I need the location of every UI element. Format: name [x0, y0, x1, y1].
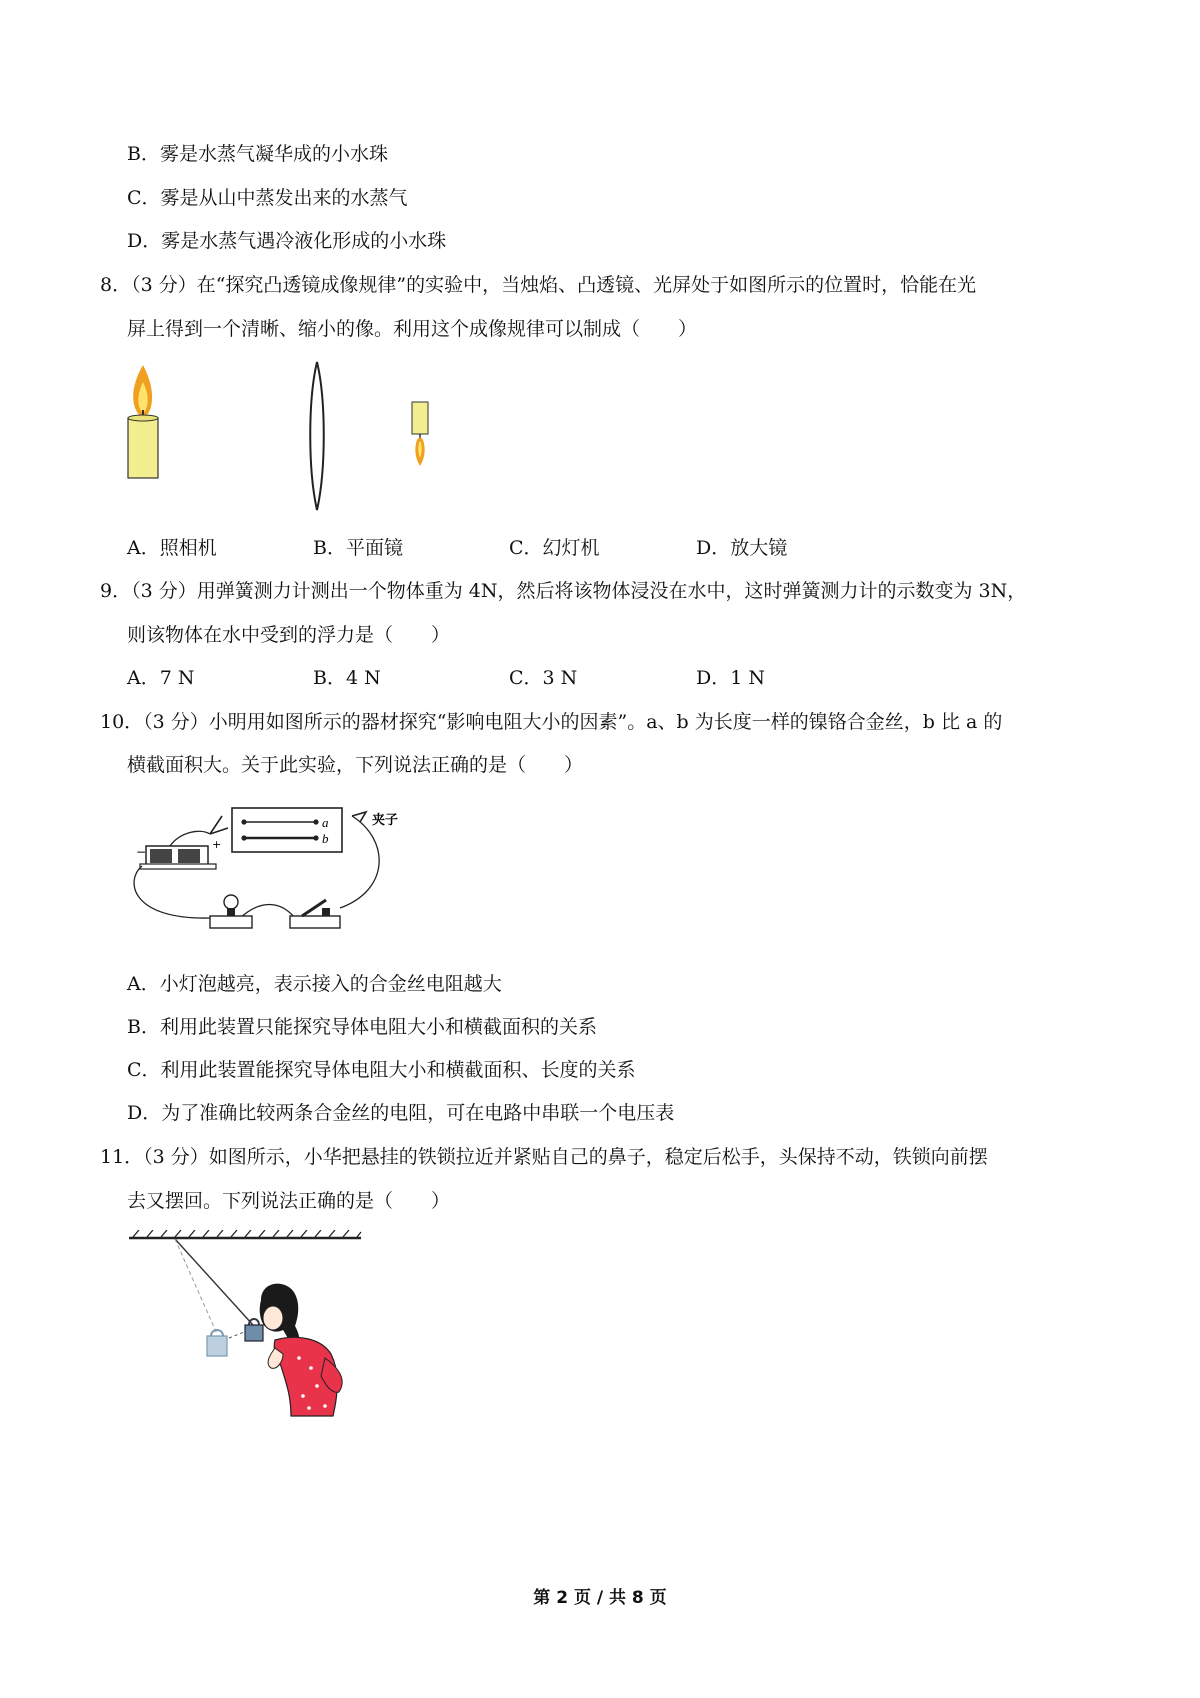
- q8-option-b: B．平面镜: [313, 537, 403, 559]
- q10-option-a: A．小灯泡越亮，表示接入的合金丝电阻越大: [127, 973, 502, 995]
- q9-option-d: D．1 N: [696, 667, 765, 689]
- q9-option-a: A．7 N: [127, 667, 195, 689]
- pendulum-lock-figure: [125, 1230, 375, 1420]
- switch-icon: [290, 900, 340, 928]
- clip-label: 夹子: [372, 813, 399, 828]
- inverted-candle-image-icon: [412, 402, 428, 466]
- light-bulb-icon: [210, 895, 252, 928]
- q7-option-d: D．雾是水蒸气遇冷液化形成的小水珠: [127, 230, 447, 252]
- q8-option-a: A．照相机: [127, 537, 217, 559]
- q8-stem-line1: 8．（3 分）在“探究凸透镜成像规律”的实验中，当烛焰、凸透镜、光屏处于如图所示的位置时，恰能在光: [100, 274, 977, 296]
- left-clip-icon: [210, 816, 228, 834]
- girl-figure-icon: [260, 1284, 342, 1416]
- q10-stem-line2: 横截面积大。关于此实验，下列说法正确的是（ ）: [127, 754, 584, 776]
- ceiling-icon: [129, 1230, 361, 1238]
- q7-option-c: C．雾是从山中蒸发出来的水蒸气: [127, 187, 408, 209]
- q8-stem-line2: 屏上得到一个清晰、缩小的像。利用这个成像规律可以制成（ ）: [127, 318, 698, 340]
- iron-lock-icon: [245, 1319, 263, 1341]
- q11-stem-line2: 去又摆回。下列说法正确的是（ ）: [127, 1190, 451, 1212]
- wire-b-label: b: [322, 831, 329, 846]
- q9-stem-line2: 则该物体在水中受到的浮力是（ ）: [127, 624, 451, 646]
- candle-icon: [128, 365, 158, 478]
- battery-icon: [136, 838, 221, 869]
- q9-option-b: B．4 N: [313, 667, 381, 689]
- q10-option-c: C．利用此装置能探究导体电阻大小和横截面积、长度的关系: [127, 1059, 636, 1081]
- q10-stem-line1: 10．（3 分）小明用如图所示的器材探究“影响电阻大小的因素”。a、b 为长度一样的镍铬合金丝，b 比 a 的: [100, 711, 1003, 733]
- q10-option-b: B．利用此装置只能探究导体电阻大小和横截面积的关系: [127, 1016, 597, 1038]
- swing-lock-icon: [207, 1330, 227, 1356]
- q8-option-c: C．幻灯机: [509, 537, 600, 559]
- q9-option-c: C．3 N: [509, 667, 578, 689]
- svg-text:−: −: [136, 845, 147, 859]
- q9-stem-line1: 9．（3 分）用弹簧测力计测出一个物体重为 4N，然后将该物体浸没在水中，这时弹簧测力计的示数变为 3N，: [100, 580, 1027, 602]
- q10-option-d: D．为了准确比较两条合金丝的电阻，可在电路中串联一个电压表: [127, 1102, 675, 1124]
- lens-experiment-figure: [120, 360, 480, 520]
- page-footer: 第 2 页 / 共 8 页: [533, 1588, 667, 1608]
- svg-text:+: +: [212, 838, 222, 851]
- convex-lens-icon: [310, 362, 324, 510]
- resistance-circuit-figure: [120, 800, 420, 945]
- wire-a-label: a: [322, 815, 329, 830]
- q7-option-b: B．雾是水蒸气凝华成的小水珠: [127, 143, 388, 165]
- q8-option-d: D．放大镜: [696, 537, 788, 559]
- q11-stem-line1: 11．（3 分）如图所示，小华把悬挂的铁锁拉近并紧贴自己的鼻子，稳定后松手，头保持不动，铁锁向前摆: [100, 1146, 988, 1168]
